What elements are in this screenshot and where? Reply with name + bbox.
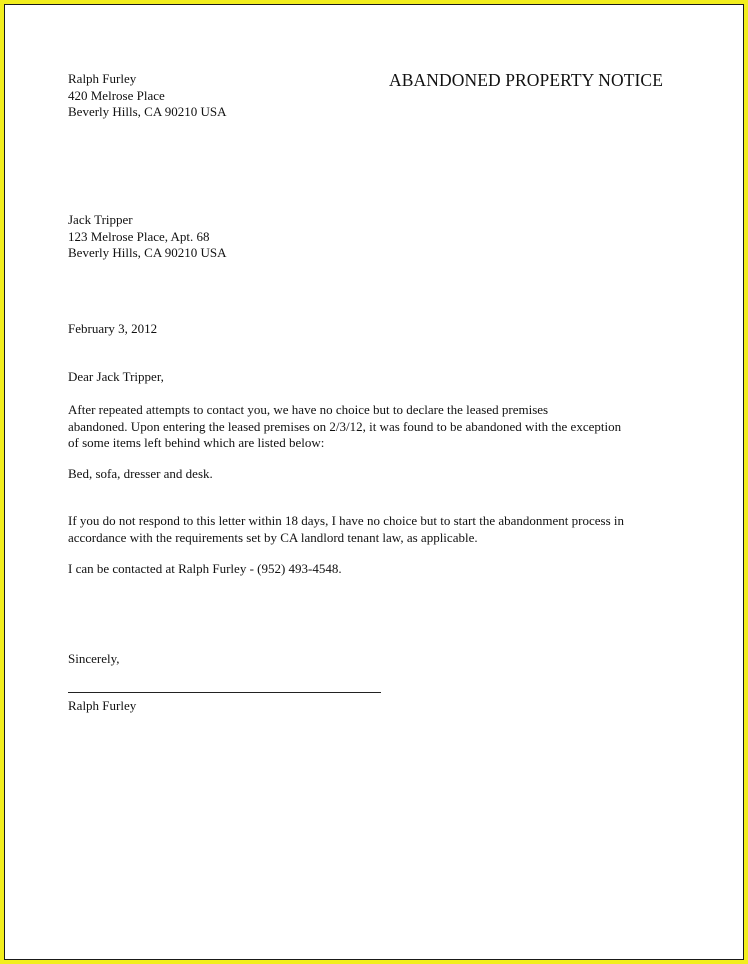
signer-name: Ralph Furley bbox=[68, 698, 137, 713]
salutation: Dear Jack Tripper, bbox=[68, 369, 164, 384]
paragraph-line: After repeated attempts to contact you, we have no choice but to declare the leased premises bbox=[68, 402, 549, 417]
paragraph-line: accordance with the requirements set by CA landlord tenant law, as applicable. bbox=[68, 529, 478, 545]
sender-address-line1: 420 Melrose Place bbox=[68, 87, 165, 103]
signature-line bbox=[68, 692, 381, 693]
paragraph-line: of some items left behind which are listed below: bbox=[68, 435, 325, 450]
items-list: Bed, sofa, dresser and desk. bbox=[68, 466, 213, 481]
recipient-address-block bbox=[68, 212, 227, 262]
sender-name: Ralph Furley bbox=[68, 71, 137, 86]
paragraph-abandonment bbox=[68, 402, 621, 452]
closing: Sincerely, bbox=[68, 651, 120, 666]
recipient-address-line2: Beverly Hills, CA 90210 USA bbox=[68, 245, 227, 260]
sender-address-block bbox=[68, 71, 227, 121]
paragraph-line: abandoned. Upon entering the leased premises on 2/3/12, it was found to be abandoned with the exception bbox=[68, 418, 622, 434]
paragraph-deadline bbox=[68, 513, 624, 546]
recipient-address-line1: 123 Melrose Place, Apt. 68 bbox=[68, 228, 210, 244]
sender-address-line2: Beverly Hills, CA 90210 USA bbox=[68, 104, 227, 119]
recipient-name: Jack Tripper bbox=[68, 212, 133, 227]
contact-line: I can be contacted at Ralph Furley - (952) 493-4548. bbox=[68, 561, 342, 576]
letter-date: February 3, 2012 bbox=[68, 321, 158, 336]
notice-title: ABANDONED PROPERTY NOTICE bbox=[389, 70, 663, 90]
paragraph-line: If you do not respond to this letter within 18 days, I have no choice but to start the abandonment process in bbox=[68, 513, 624, 528]
